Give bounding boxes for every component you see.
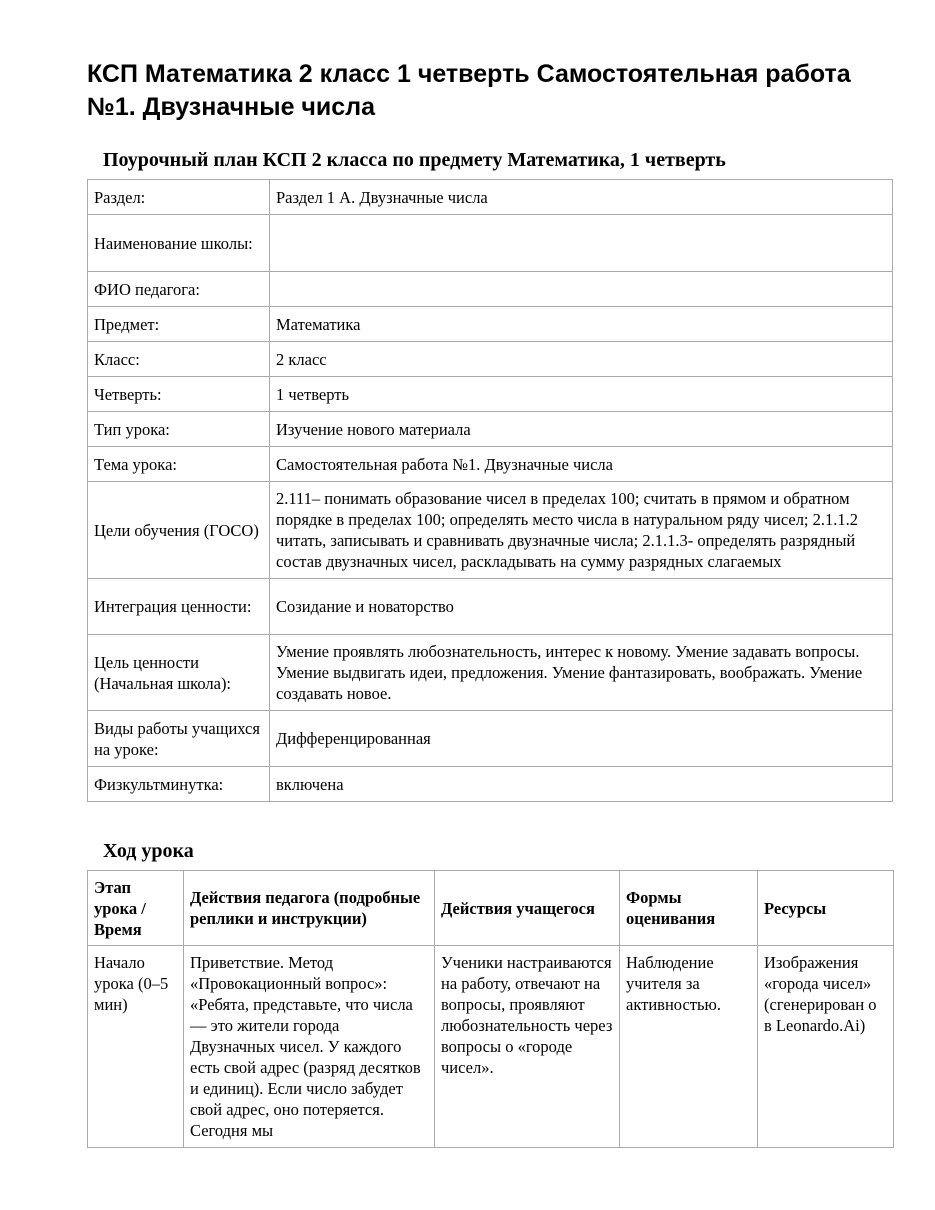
row-label: Раздел: bbox=[88, 180, 270, 215]
page-title: КСП Математика 2 класс 1 четверть Самостоятельная работа №1. Двузначные числа bbox=[87, 60, 851, 121]
row-value: 2.111– понимать образование чисел в пределах 100; считать в прямом и обратном порядке в пределах 100; определять место числа в натуральном ряду чисел; 2.1.1.2 читать, записывать и сравнивать двузначные числа; 2.1.1.3- определять разрядный состав двузначных чисел, раскладывать на сумму разрядных слагаемых bbox=[270, 482, 893, 579]
table-row bbox=[88, 579, 893, 635]
table-row bbox=[88, 272, 893, 307]
row-value bbox=[270, 215, 893, 272]
row-value: Изучение нового материала bbox=[270, 412, 893, 447]
cell-teacher-actions: Приветствие. Метод «Провокационный вопрос»: «Ребята, представьте, что числа — это жители города Двузначных чисел. У каждого есть свой адрес (разряд десятков и единиц). Если число забудет свой адрес, оно потеряется. Сегодня мы bbox=[184, 946, 435, 1148]
column-header-assessment: Формы оценивания bbox=[620, 871, 758, 946]
table-row bbox=[88, 215, 893, 272]
table-row bbox=[88, 767, 893, 802]
row-value: Умение проявлять любознательность, интерес к новому. Умение задавать вопросы. Умение выдвигать идеи, предложения. Умение фантазировать, воображать. Умение создавать новое. bbox=[270, 635, 893, 711]
row-label: ФИО педагога: bbox=[88, 272, 270, 307]
table-row bbox=[88, 342, 893, 377]
row-label: Виды работы учащихся на уроке: bbox=[88, 711, 270, 767]
table-header-row bbox=[88, 871, 894, 946]
row-value: Дифференцированная bbox=[270, 711, 893, 767]
row-value: Математика bbox=[270, 307, 893, 342]
row-value: 1 четверть bbox=[270, 377, 893, 412]
table-row bbox=[88, 180, 893, 215]
plan-heading: Поурочный план КСП 2 класса по предмету Математика, 1 четверть bbox=[103, 149, 726, 171]
table-row bbox=[88, 377, 893, 412]
row-label: Наименование школы: bbox=[88, 215, 270, 272]
row-value: Самостоятельная работа №1. Двузначные числа bbox=[270, 447, 893, 482]
row-value: 2 класс bbox=[270, 342, 893, 377]
cell-student-actions: Ученики настраиваются на работу, отвечают на вопросы, проявляют любознательность через вопросы о «городе чисел». bbox=[435, 946, 620, 1148]
table-row bbox=[88, 412, 893, 447]
table-row bbox=[88, 307, 893, 342]
row-label: Тема урока: bbox=[88, 447, 270, 482]
row-label: Интеграция ценности: bbox=[88, 579, 270, 635]
column-header-resources: Ресурсы bbox=[758, 871, 894, 946]
lesson-info-table bbox=[87, 179, 893, 802]
table-row bbox=[88, 711, 893, 767]
column-header-student-actions: Действия учащегося bbox=[435, 871, 620, 946]
row-label: Цель ценности (Начальная школа): bbox=[88, 635, 270, 711]
cell-assessment: Наблюдение учителя за активностью. bbox=[620, 946, 758, 1148]
table-row bbox=[88, 482, 893, 579]
table-row bbox=[88, 635, 893, 711]
lesson-flow-table bbox=[87, 870, 894, 1148]
cell-stage: Начало урока (0–5 мин) bbox=[88, 946, 184, 1148]
cell-resources: Изображения «города чисел» (сгенерирован о в Leonardo.Ai) bbox=[758, 946, 894, 1148]
lesson-heading: Ход урока bbox=[103, 840, 194, 862]
table-row bbox=[88, 946, 894, 1148]
row-value: Раздел 1 А. Двузначные числа bbox=[270, 180, 893, 215]
row-value bbox=[270, 272, 893, 307]
row-label: Цели обучения (ГОСО) bbox=[88, 482, 270, 579]
row-label: Физкультминутка: bbox=[88, 767, 270, 802]
row-label: Тип урока: bbox=[88, 412, 270, 447]
column-header-stage: Этап урока / Время bbox=[88, 871, 184, 946]
table-row bbox=[88, 447, 893, 482]
row-value: включена bbox=[270, 767, 893, 802]
column-header-teacher-actions: Действия педагога (подробные реплики и инструкции) bbox=[184, 871, 435, 946]
row-label: Четверть: bbox=[88, 377, 270, 412]
row-label: Предмет: bbox=[88, 307, 270, 342]
row-label: Класс: bbox=[88, 342, 270, 377]
row-value: Созидание и новаторство bbox=[270, 579, 893, 635]
